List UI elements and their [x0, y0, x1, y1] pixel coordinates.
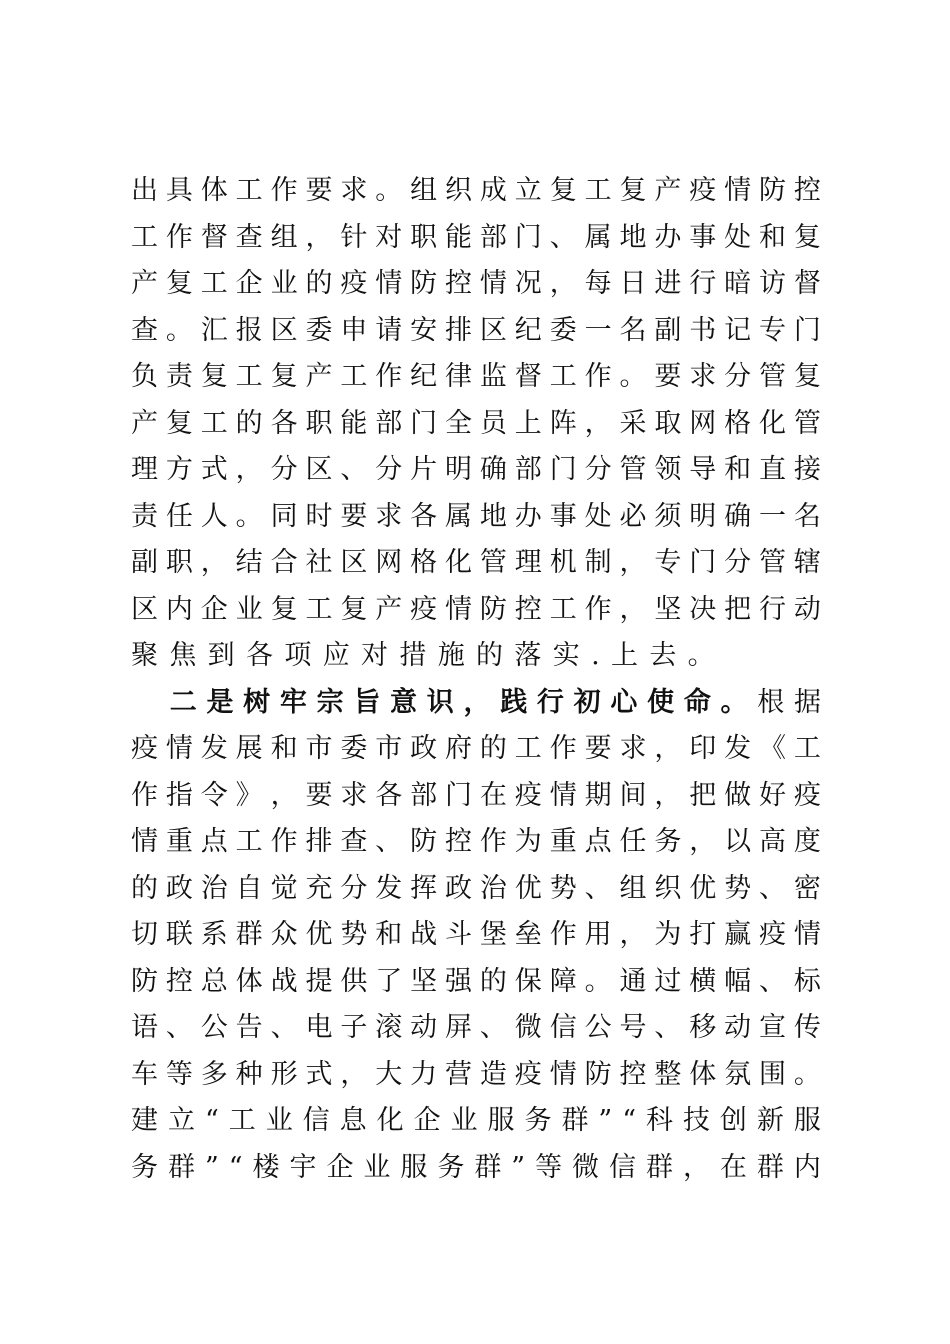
text-line: 聚焦到各项应对措施的落实.上去。 — [131, 640, 727, 671]
text-line: 语 、 公 告 、 电 子 滚 动 屏 、 微 信 公 号 、 移 动 宣 传 — [131, 1012, 821, 1043]
paragraph-first-tail: 根据 — [757, 686, 831, 718]
text-line: 副 职 ， 结 合 社 区 网 格 化 管 理 机 制 ， 专 门 分 管 辖 — [131, 547, 821, 578]
text-line: 情 重 点 工 作 排 查 、 防 控 作 为 重 点 任 务 ， 以 高 度 — [131, 826, 821, 857]
text-line: 责 任 人 。 同 时 要 求 各 属 地 办 事 处 必 须 明 确 一 名 — [131, 500, 821, 532]
text-line: 切 联 系 群 众 优 势 和 战 斗 堡 垒 作 用 ， 为 打 赢 疫 情 — [131, 919, 821, 950]
text-line: 车 等 多 种 形 式 ， 大 力 营 造 疫 情 防 控 整 体 氛 围 。 — [131, 1058, 821, 1090]
text-line: 工 作 督 查 组 ， 针 对 职 能 部 门 、 属 地 办 事 处 和 复 — [131, 221, 821, 253]
text-line: 疫 情 发 展 和 市 委 市 政 府 的 工 作 要 求 ， 印 发 《 工 — [131, 733, 821, 764]
text-line: 出 具 体 工 作 要 求 。 组 织 成 立 复 工 复 产 疫 情 防 控 — [131, 175, 821, 206]
text-line: 防 控 总 体 战 提 供 了 坚 强 的 保 障 。 通 过 横 幅 、 标 — [131, 965, 821, 997]
text-line: 建 立 “ 工 业 信 息 化 企 业 服 务 群 ” “ 科 技 创 新 服 — [131, 1105, 821, 1136]
text-line: 区 内 企 业 复 工 复 产 疫 情 防 控 工 作 ， 坚 决 把 行 动 — [131, 593, 821, 625]
text-line: 负 责 复 工 复 产 工 作 纪 律 监 督 工 作 。 要 求 分 管 复 — [131, 361, 821, 392]
text-line: 的 政 治 自 觉 充 分 发 挥 政 治 优 势 、 组 织 优 势 、 密 — [131, 872, 821, 904]
text-line: 查 。 汇 报 区 委 申 请 安 排 区 纪 委 一 名 副 书 记 专 门 — [131, 314, 821, 346]
text-line: 产 复 工 的 各 职 能 部 门 全 员 上 阵 ， 采 取 网 格 化 管 — [131, 407, 821, 439]
text-line: 务 群 ” “ 楼 宇 企 业 服 务 群 ” 等 微 信 群 ， 在 群 内 — [131, 1151, 821, 1183]
paragraph-heading: 二是树牢宗旨意识，践行初心使命。 — [169, 686, 758, 718]
paragraph-first-line — [131, 680, 831, 727]
text-line: 理 方 式 ， 分 区 、 分 片 明 确 部 门 分 管 领 导 和 直 接 — [131, 454, 821, 485]
text-line: 产 复 工 企 业 的 疫 情 防 控 情 况 ， 每 日 进 行 暗 访 督 — [131, 268, 821, 299]
text-line: 作 指 令 》 ， 要 求 各 部 门 在 疫 情 期 间 ， 把 做 好 疫 — [131, 779, 821, 811]
document-body — [131, 168, 831, 1191]
